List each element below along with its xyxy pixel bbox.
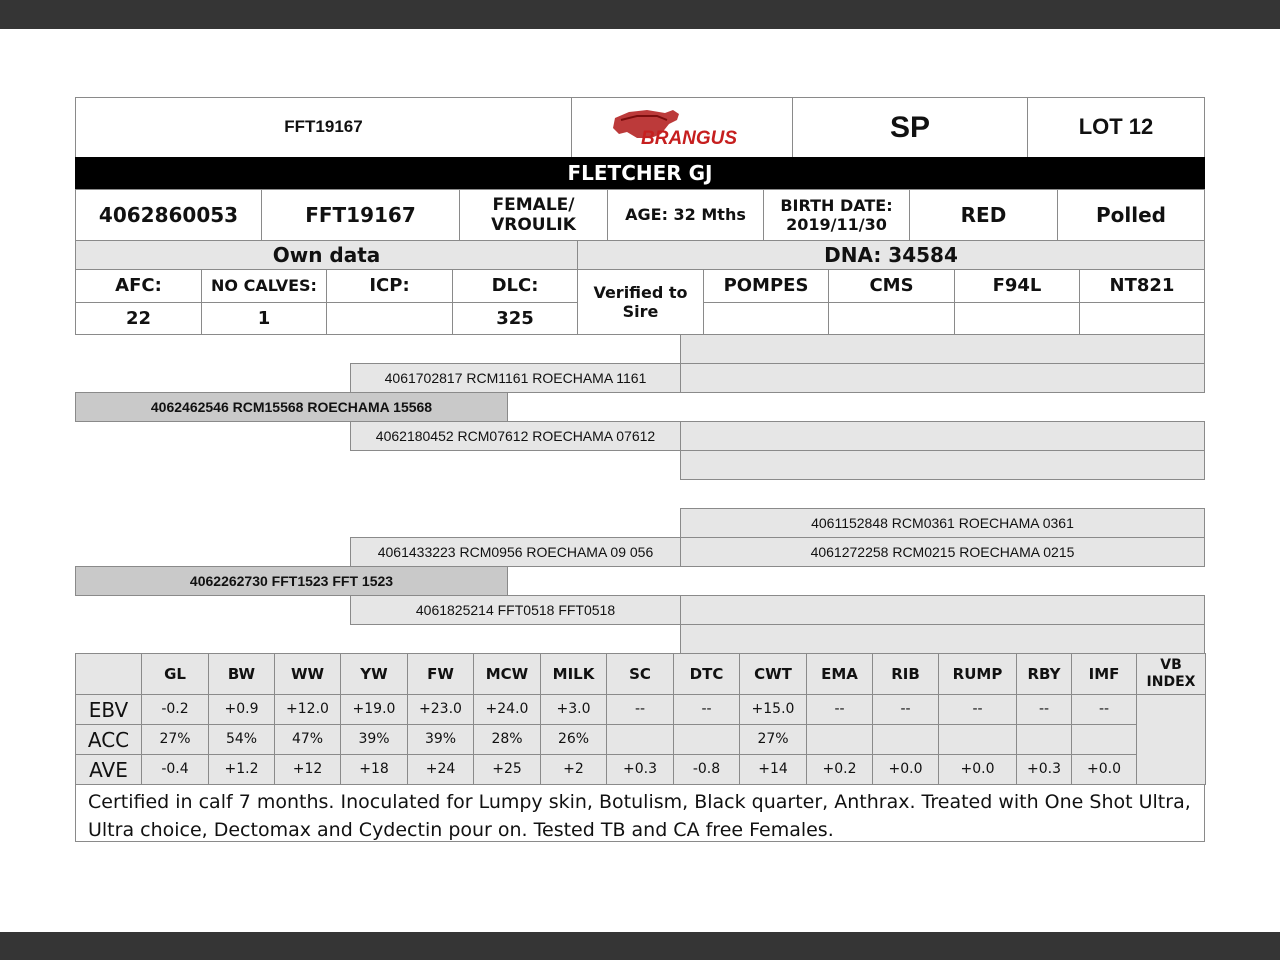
- breedplan-col-sc: SC: [606, 653, 674, 695]
- breedplan-cell: +0.0: [872, 754, 939, 785]
- f94l-value: [954, 302, 1080, 335]
- pedigree-sire-dam-dam: [680, 450, 1205, 480]
- breedplan-cell: 39%: [340, 724, 408, 755]
- pompes-value: [703, 302, 829, 335]
- breedplan-cell: 39%: [407, 724, 474, 755]
- breedplan-col-bw: BW: [208, 653, 275, 695]
- breedplan-cell: +1.2: [208, 754, 275, 785]
- breedplan-cell: +23.0: [407, 694, 474, 725]
- breedplan-cell: +0.0: [1071, 754, 1137, 785]
- remarks: Certified in calf 7 months. Inoculated for Lumpy skin, Botulism, Black quarter, Anthrax. Treated with One Shot Ultra, Ultra choice, Dectomax and Cydectin pour on. Tested TB and CA free Females.: [75, 784, 1205, 842]
- breedplan-cell: +12: [274, 754, 341, 785]
- grade-label: SP: [792, 97, 1028, 158]
- breedplan-col-rump: RUMP: [938, 653, 1017, 695]
- nt821-value: [1079, 302, 1205, 335]
- age: AGE: 32 Mths: [607, 189, 764, 241]
- cms-value: [828, 302, 955, 335]
- horn-status: Polled: [1057, 189, 1205, 241]
- breedplan-col-yw: YW: [340, 653, 408, 695]
- breedplan-cell: [673, 724, 740, 755]
- top-bar: [0, 0, 1280, 29]
- breedplan-cell: [1071, 724, 1137, 755]
- pedigree-dam-dam: 4061825214 FFT0518 FFT0518: [350, 595, 681, 625]
- breedplan-cell: 54%: [208, 724, 275, 755]
- breedplan-cell: +19.0: [340, 694, 408, 725]
- breedplan-cell: [806, 724, 873, 755]
- breedplan-cell: --: [673, 694, 740, 725]
- breedplan-cell: +24: [407, 754, 474, 785]
- breedplan-cell: +12.0: [274, 694, 341, 725]
- breedplan-cell: +0.2: [806, 754, 873, 785]
- breedplan-cell: 26%: [540, 724, 607, 755]
- no-calves-label: NO CALVES:: [201, 269, 327, 303]
- breedplan-col-imf: IMF: [1071, 653, 1137, 695]
- icp-value: [326, 302, 453, 335]
- breedplan-corner: [75, 653, 142, 695]
- pedigree-sire-sire: 4061702817 RCM1161 ROECHAMA 1161: [350, 363, 681, 393]
- breedplan-col-mcw: MCW: [473, 653, 541, 695]
- breedplan-col-ww: WW: [274, 653, 341, 695]
- breedplan-col-gl: GL: [141, 653, 209, 695]
- nt821-label: NT821: [1079, 269, 1205, 303]
- pedigree-dam-dam-sire: [680, 595, 1205, 625]
- breedplan-cell: +3.0: [540, 694, 607, 725]
- afc-label: AFC:: [75, 269, 202, 303]
- breedplan-col-rby: RBY: [1016, 653, 1072, 695]
- breedplan-row-label-ebv: EBV: [75, 694, 142, 725]
- pedigree-sire-sire-sire: [680, 334, 1205, 364]
- breedplan-cell: 27%: [141, 724, 209, 755]
- breedplan-col-fw: FW: [407, 653, 474, 695]
- breedplan-col-ema: EMA: [806, 653, 873, 695]
- pedigree-sire-sire-dam: [680, 363, 1205, 393]
- header-id-code: FFT19167: [75, 97, 572, 158]
- breedplan-cell: +14: [739, 754, 807, 785]
- breedplan-vb-index-value: [1136, 694, 1206, 785]
- breedplan-cell: +0.9: [208, 694, 275, 725]
- breedplan-cell: --: [806, 694, 873, 725]
- brangus-logo-text: BRANGUS: [641, 127, 738, 149]
- breedplan-cell: +2: [540, 754, 607, 785]
- breedplan-cell: -0.2: [141, 694, 209, 725]
- breedplan-col-dtc: DTC: [673, 653, 740, 695]
- breedplan-cell: [938, 724, 1017, 755]
- pedigree-dam-dam-dam: [680, 624, 1205, 654]
- breedplan-cell: --: [872, 694, 939, 725]
- lot-number: LOT 12: [1027, 97, 1205, 158]
- breedplan-cell: 28%: [473, 724, 541, 755]
- breedplan-cell: --: [938, 694, 1017, 725]
- breedplan-col-milk: MILK: [540, 653, 607, 695]
- dlc-label: DLC:: [452, 269, 578, 303]
- verified-to-sire: Verified to Sire: [577, 269, 704, 335]
- breedplan-row-label-acc: ACC: [75, 724, 142, 755]
- birth-date: BIRTH DATE: 2019/11/30: [763, 189, 910, 241]
- dna-title: DNA: 34584: [577, 240, 1205, 270]
- registration-number: 4062860053: [75, 189, 262, 241]
- color: RED: [909, 189, 1058, 241]
- icp-label: ICP:: [326, 269, 453, 303]
- breedplan-cell: --: [1016, 694, 1072, 725]
- breedplan-col-rib: RIB: [872, 653, 939, 695]
- breedplan-cell: +15.0: [739, 694, 807, 725]
- breedplan-cell: +24.0: [473, 694, 541, 725]
- breedplan-cell: +0.3: [1016, 754, 1072, 785]
- pedigree-dam-sire-dam: 4061272258 RCM0215 ROECHAMA 0215: [680, 537, 1205, 567]
- brangus-logo-cell: [571, 97, 793, 158]
- animal-id-code: FFT19167: [261, 189, 460, 241]
- pedigree-sire-dam: 4062180452 RCM07612 ROECHAMA 07612: [350, 421, 681, 451]
- breedplan-cell: +18: [340, 754, 408, 785]
- breedplan-cell: --: [606, 694, 674, 725]
- breedplan-cell: -0.8: [673, 754, 740, 785]
- pedigree-dam: 4062262730 FFT1523 FFT 1523: [75, 566, 508, 596]
- breedplan-cell: 27%: [739, 724, 807, 755]
- afc-value: 22: [75, 302, 202, 335]
- breedplan-col-vb-index: VB INDEX: [1136, 653, 1206, 695]
- pedigree-sire-dam-sire: [680, 421, 1205, 451]
- own-data-title: Own data: [75, 240, 578, 270]
- sex: FEMALE/ VROULIK: [459, 189, 608, 241]
- pompes-label: POMPES: [703, 269, 829, 303]
- breedplan-cell: -0.4: [141, 754, 209, 785]
- f94l-label: F94L: [954, 269, 1080, 303]
- breedplan-cell: [872, 724, 939, 755]
- breedplan-cell: [606, 724, 674, 755]
- brangus-logo: [607, 104, 757, 152]
- owner-name: FLETCHER GJ: [75, 157, 1205, 189]
- breedplan-cell: 47%: [274, 724, 341, 755]
- dlc-value: 325: [452, 302, 578, 335]
- pedigree-dam-sire: 4061433223 RCM0956 ROECHAMA 09 056: [350, 537, 681, 567]
- breedplan-row-label-ave: AVE: [75, 754, 142, 785]
- breedplan-cell: --: [1071, 694, 1137, 725]
- pedigree-sire: 4062462546 RCM15568 ROECHAMA 15568: [75, 392, 508, 422]
- breedplan-col-cwt: CWT: [739, 653, 807, 695]
- pedigree-dam-sire-sire: 4061152848 RCM0361 ROECHAMA 0361: [680, 508, 1205, 538]
- breedplan-cell: [1016, 724, 1072, 755]
- breedplan-cell: +0.0: [938, 754, 1017, 785]
- no-calves-value: 1: [201, 302, 327, 335]
- cms-label: CMS: [828, 269, 955, 303]
- breedplan-cell: +0.3: [606, 754, 674, 785]
- bottom-bar: [0, 932, 1280, 960]
- breedplan-cell: +25: [473, 754, 541, 785]
